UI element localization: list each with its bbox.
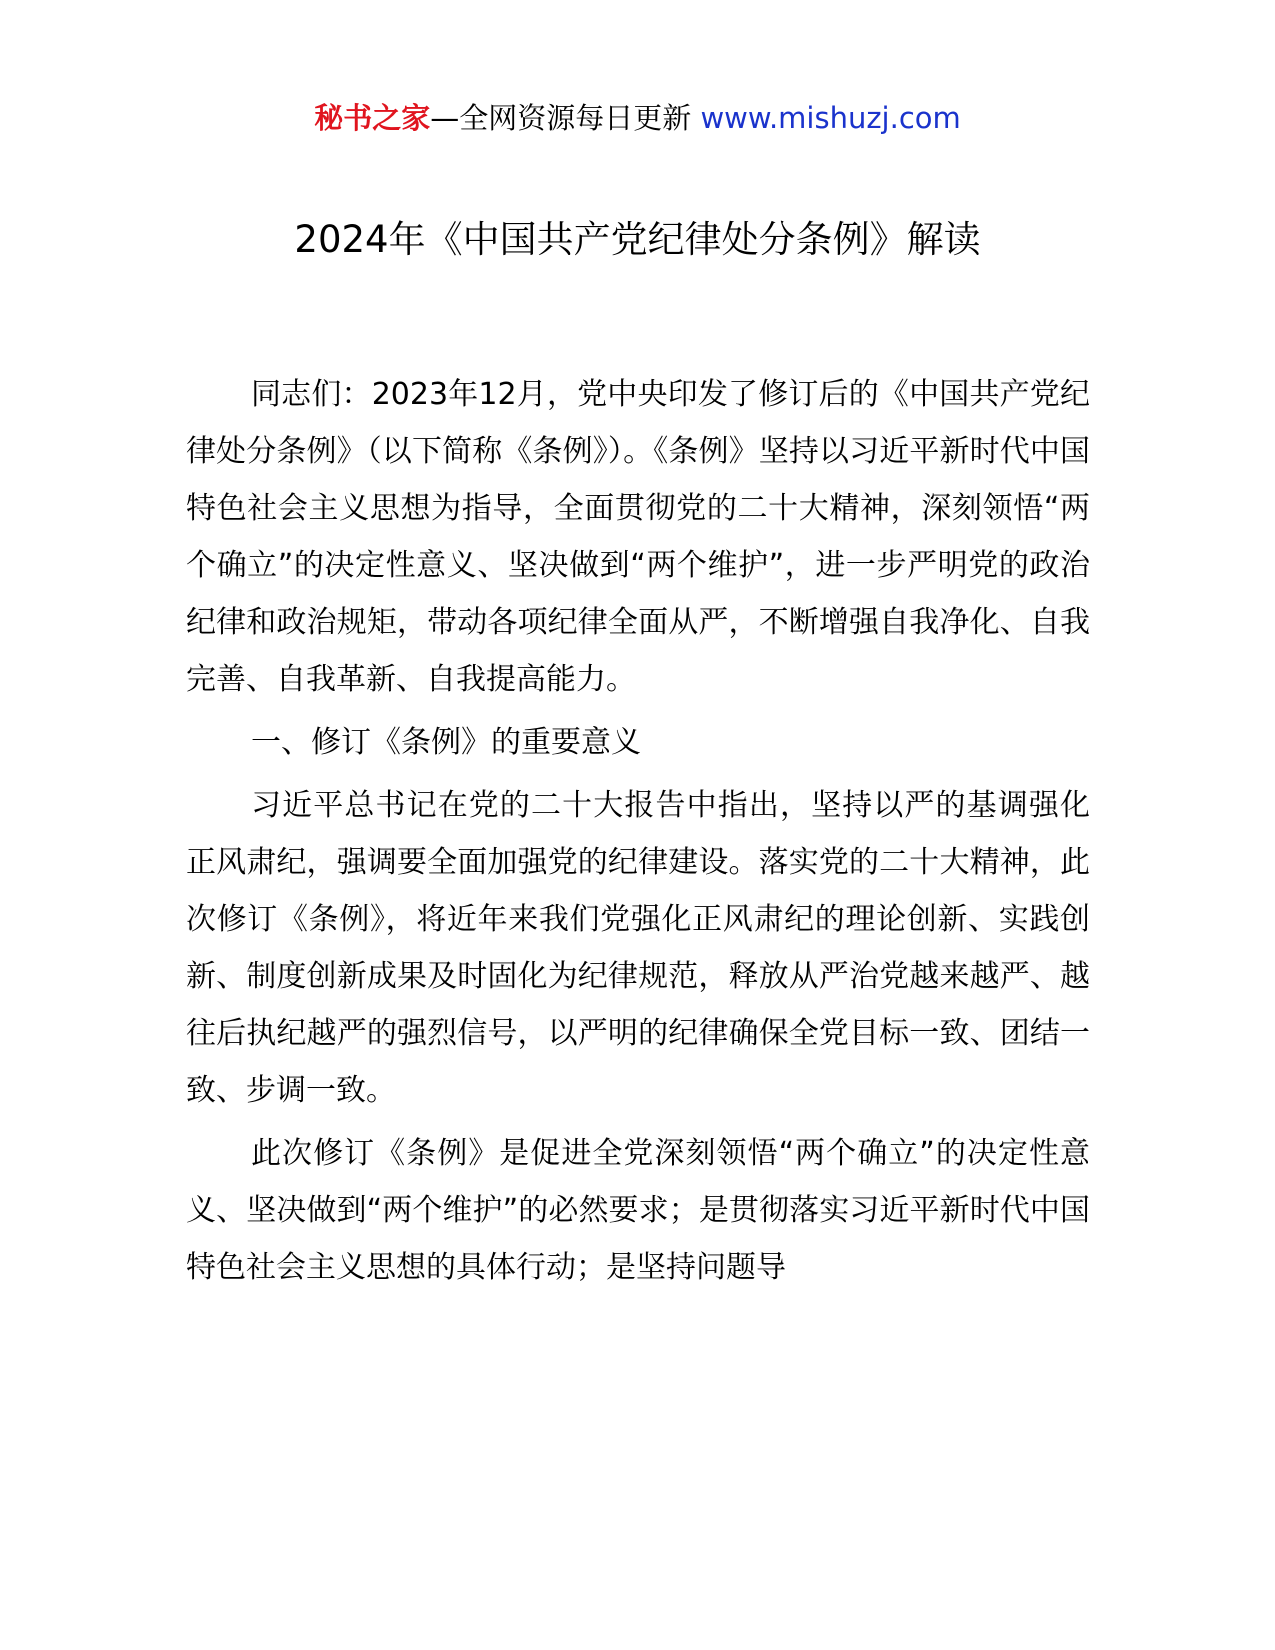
paragraph-intro: 同志们：2023年12月，党中央印发了修订后的《中国共产党纪律处分条例》（以下简称《条例》）。《条例》坚持以习近平新时代中国特色社会主义思想为指导，全面贯彻党的二十大精神，深刻领悟“两个确立”的决定性意义、坚决做到“两个维护”，进一步严明党的政治纪律和政治规矩，带动各项纪律全面从严，不断增强自我净化、自我完善、自我革新、自我提高能力。 bbox=[186, 377, 1090, 697]
document-body bbox=[186, 366, 1090, 1296]
section-heading: 一、修订《条例》的重要意义 bbox=[251, 725, 641, 760]
page-title: 2024年《中国共产党纪律处分条例》解读 bbox=[294, 218, 981, 261]
brand-name: 秘书之家 bbox=[314, 101, 431, 135]
paragraph-third: 此次修订《条例》是促进全党深刻领悟“两个确立”的决定性意义、坚决做到“两个维护”的必然要求；是贯彻落实习近平新时代中国特色社会主义思想的具体行动；是坚持问题导 bbox=[186, 1136, 1090, 1285]
header-tagline: —全网资源每日更新 bbox=[430, 101, 692, 135]
paragraph-second: 习近平总书记在党的二十大报告中指出，坚持以严的基调强化正风肃纪，强调要全面加强党的纪律建设。落实党的二十大精神，此次修订《条例》，将近年来我们党强化正风肃纪的理论创新、实践创新、制度创新成果及时固化为纪律规范，释放从严治党越来越严、越往后执纪越严的强烈信号，以严明的纪律确保全党目标一致、团结一致、步调一致。 bbox=[186, 788, 1090, 1108]
site-header bbox=[0, 98, 1275, 138]
site-url-link[interactable]: www.mishuzj.com bbox=[700, 101, 961, 135]
